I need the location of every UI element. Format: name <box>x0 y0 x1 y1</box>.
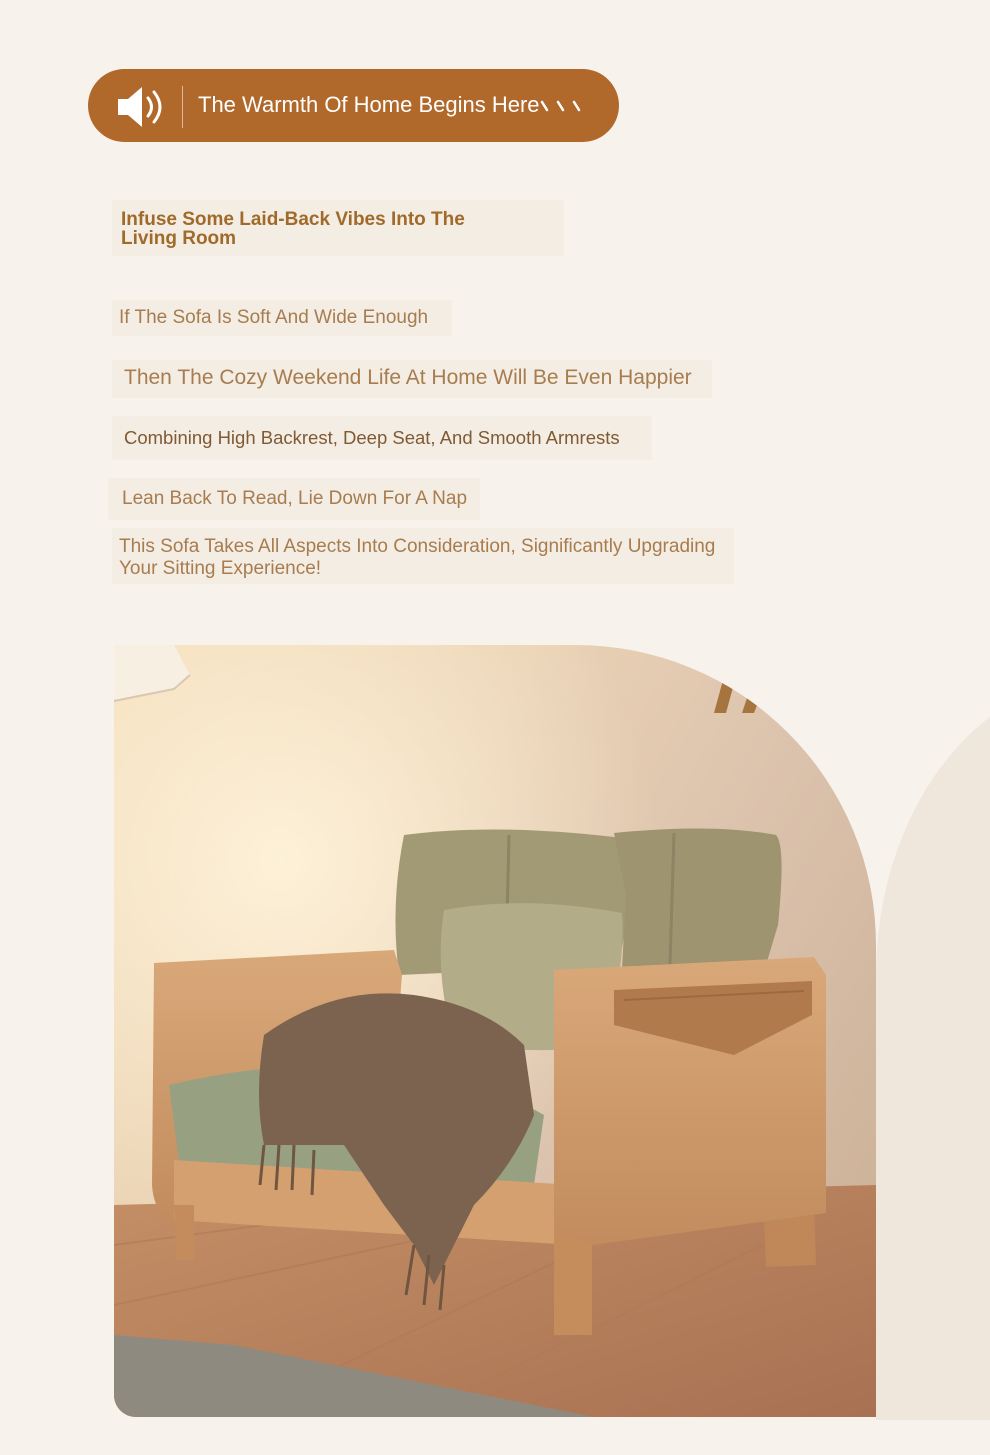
banner-title: The Warmth Of Home Begins Here <box>198 92 540 117</box>
text-line-combining: Combining High Backrest, Deep Seat, And Smooth Armrests <box>124 427 620 448</box>
text-line-consideration-1: This Sofa Takes All Aspects Into Consideration, Significantly Upgrading <box>119 536 716 557</box>
text-line-cozy-weekend: Then The Cozy Weekend Life At Home Will Be Even Happier <box>124 366 692 389</box>
headline-line-1: Infuse Some Laid-Back Vibes Into The <box>121 209 465 230</box>
armchair-photo <box>114 645 876 1417</box>
text-line-sofa-soft: If The Sofa Is Soft And Wide Enough <box>119 307 429 328</box>
banner-divider <box>182 86 183 128</box>
ticks-icon <box>540 98 588 114</box>
text-line-consideration-2: Your Sitting Experience! <box>119 558 322 579</box>
headline-line-2: Living Room <box>121 228 237 249</box>
text-line-lean-back: Lean Back To Read, Lie Down For A Nap <box>122 488 468 509</box>
decorative-arch <box>876 676 990 1420</box>
quote-mark-icon <box>712 665 772 717</box>
speaker-icon[interactable] <box>116 84 168 130</box>
